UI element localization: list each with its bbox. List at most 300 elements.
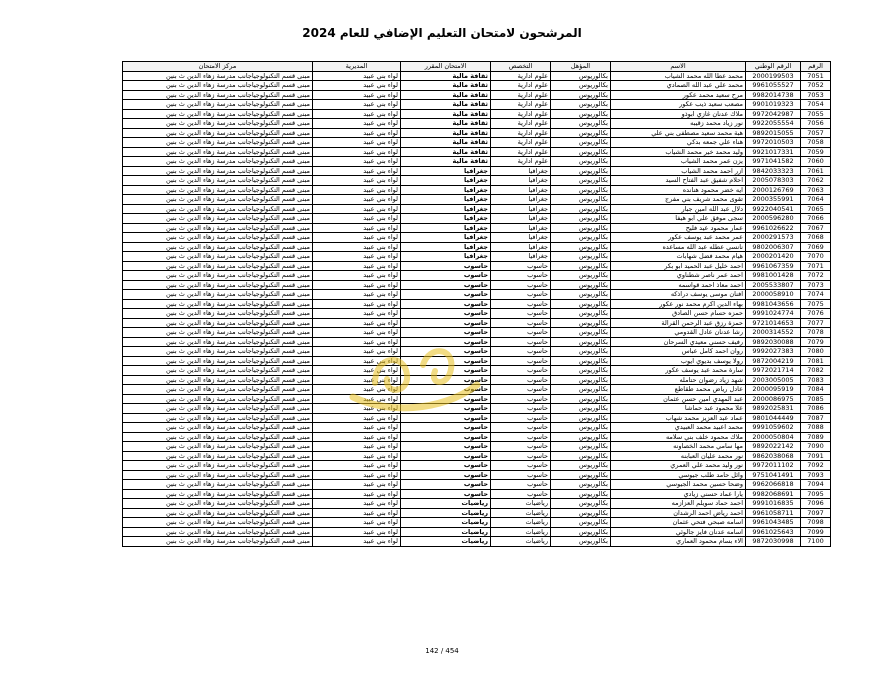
row-national-id: 9972011102 [746, 461, 801, 471]
row-exam: حاسوب [401, 318, 491, 328]
row-name: وائل حامد طلب جيوسي [611, 470, 746, 480]
row-center: مبنى قسم التكنولوجياجانب مدرسة زهاء الدين ث بنين [123, 138, 313, 148]
row-directorate: لواء بني عبيد [313, 261, 401, 271]
row-exam: حاسوب [401, 280, 491, 290]
row-name: ازر احمد محمد الشياب [611, 166, 746, 176]
row-name: احمد خليل عبد الحميد ابو بكر [611, 261, 746, 271]
table-row [123, 261, 831, 271]
row-seq: 7080 [801, 347, 831, 357]
row-directorate: لواء بني عبيد [313, 128, 401, 138]
row-exam: ثقافة مالية [401, 157, 491, 167]
table-row [123, 90, 831, 100]
row-national-id: 9981043656 [746, 299, 801, 309]
row-center: مبنى قسم التكنولوجياجانب مدرسة زهاء الدين ث بنين [123, 100, 313, 110]
row-center: مبنى قسم التكنولوجياجانب مدرسة زهاء الدين ث بنين [123, 461, 313, 471]
row-seq: 7099 [801, 527, 831, 537]
row-center: مبنى قسم التكنولوجياجانب مدرسة زهاء الدين ث بنين [123, 318, 313, 328]
row-directorate: لواء بني عبيد [313, 195, 401, 205]
row-qualification: بكالوريوس [551, 280, 611, 290]
row-specialty: حاسوب [491, 451, 551, 461]
row-exam: حاسوب [401, 299, 491, 309]
row-center: مبنى قسم التكنولوجياجانب مدرسة زهاء الدين ث بنين [123, 375, 313, 385]
row-directorate: لواء بني عبيد [313, 271, 401, 281]
row-directorate: لواء بني عبيد [313, 318, 401, 328]
row-exam: جغرافيا [401, 166, 491, 176]
row-name: ملاك محمود خلف بني سلامه [611, 432, 746, 442]
row-name: حمزه حسام حسن الصادق [611, 309, 746, 319]
row-name: حمزة رزق عبد الرحمن القرالة [611, 318, 746, 328]
row-center: مبنى قسم التكنولوجياجانب مدرسة زهاء الدين ث بنين [123, 128, 313, 138]
row-specialty: حاسوب [491, 347, 551, 357]
row-qualification: بكالوريوس [551, 204, 611, 214]
row-national-id: 9961058711 [746, 508, 801, 518]
row-seq: 7081 [801, 356, 831, 366]
row-center: مبنى قسم التكنولوجياجانب مدرسة زهاء الدين ث بنين [123, 404, 313, 414]
row-exam: حاسوب [401, 366, 491, 376]
table-row [123, 423, 831, 433]
row-qualification: بكالوريوس [551, 423, 611, 433]
row-qualification: بكالوريوس [551, 470, 611, 480]
row-qualification: بكالوريوس [551, 432, 611, 442]
row-national-id: 9921017331 [746, 147, 801, 157]
row-name: احمد عمر ناصر شطناوي [611, 271, 746, 281]
row-national-id: 9892025831 [746, 404, 801, 414]
row-directorate: لواء بني عبيد [313, 394, 401, 404]
row-directorate: لواء بني عبيد [313, 356, 401, 366]
row-name: عماد عبد العزيز محمد شهاب [611, 413, 746, 423]
table-row [123, 147, 831, 157]
row-directorate: لواء بني عبيد [313, 527, 401, 537]
row-exam: حاسوب [401, 290, 491, 300]
row-seq: 7094 [801, 480, 831, 490]
row-qualification: بكالوريوس [551, 214, 611, 224]
table-row [123, 337, 831, 347]
row-exam: رياضيات [401, 499, 491, 509]
row-seq: 7092 [801, 461, 831, 471]
row-specialty: حاسوب [491, 328, 551, 338]
table-row [123, 442, 831, 452]
row-specialty: علوم ادارية [491, 138, 551, 148]
row-exam: جغرافيا [401, 233, 491, 243]
row-exam: جغرافيا [401, 242, 491, 252]
table-row [123, 81, 831, 91]
row-directorate: لواء بني عبيد [313, 375, 401, 385]
row-seq: 7069 [801, 242, 831, 252]
table-row [123, 290, 831, 300]
table-row [123, 375, 831, 385]
row-center: مبنى قسم التكنولوجياجانب مدرسة زهاء الدين ث بنين [123, 119, 313, 129]
table-row [123, 109, 831, 119]
row-name: عمار محمود عيد فليح [611, 223, 746, 233]
row-national-id: 2005078303 [746, 176, 801, 186]
row-exam: رياضيات [401, 518, 491, 528]
row-specialty: حاسوب [491, 404, 551, 414]
row-seq: 7079 [801, 337, 831, 347]
row-specialty: جغرافيا [491, 204, 551, 214]
row-name: علا محمود عبد حماشا [611, 404, 746, 414]
row-qualification: بكالوريوس [551, 223, 611, 233]
row-national-id: 9802006307 [746, 242, 801, 252]
row-name: روان احمد كامل عباس [611, 347, 746, 357]
row-qualification: بكالوريوس [551, 451, 611, 461]
row-national-id: 9721014653 [746, 318, 801, 328]
row-national-id: 9872004219 [746, 356, 801, 366]
row-exam: ثقافة مالية [401, 147, 491, 157]
row-specialty: علوم ادارية [491, 157, 551, 167]
row-directorate: لواء بني عبيد [313, 404, 401, 414]
row-seq: 7082 [801, 366, 831, 376]
row-name: مرح سعيد محمد عكور [611, 90, 746, 100]
row-directorate: لواء بني عبيد [313, 299, 401, 309]
column-header-center: مركز الامتحان [123, 62, 313, 72]
row-name: مصعب سعيد ذيب عكور [611, 100, 746, 110]
row-qualification: بكالوريوس [551, 109, 611, 119]
row-national-id: 9961043485 [746, 518, 801, 528]
row-seq: 7070 [801, 252, 831, 262]
row-seq: 7066 [801, 214, 831, 224]
row-seq: 7087 [801, 413, 831, 423]
row-seq: 7060 [801, 157, 831, 167]
row-specialty: حاسوب [491, 290, 551, 300]
row-national-id: 9972042987 [746, 109, 801, 119]
row-center: مبنى قسم التكنولوجياجانب مدرسة زهاء الدين ث بنين [123, 527, 313, 537]
row-directorate: لواء بني عبيد [313, 109, 401, 119]
row-exam: جغرافيا [401, 252, 491, 262]
row-national-id: 9961067359 [746, 261, 801, 271]
row-name: تقوى محمد شريف بني مفرج [611, 195, 746, 205]
row-national-id: 2000201420 [746, 252, 801, 262]
row-exam: جغرافيا [401, 176, 491, 186]
table-row [123, 328, 831, 338]
row-specialty: حاسوب [491, 280, 551, 290]
row-directorate: لواء بني عبيد [313, 470, 401, 480]
row-qualification: بكالوريوس [551, 489, 611, 499]
row-specialty: حاسوب [491, 470, 551, 480]
row-specialty: حاسوب [491, 366, 551, 376]
row-center: مبنى قسم التكنولوجياجانب مدرسة زهاء الدين ث بنين [123, 157, 313, 167]
row-center: مبنى قسم التكنولوجياجانب مدرسة زهاء الدين ث بنين [123, 233, 313, 243]
row-directorate: لواء بني عبيد [313, 214, 401, 224]
row-center: مبنى قسم التكنولوجياجانب مدرسة زهاء الدين ث بنين [123, 394, 313, 404]
row-directorate: لواء بني عبيد [313, 147, 401, 157]
row-specialty: حاسوب [491, 318, 551, 328]
row-qualification: بكالوريوس [551, 176, 611, 186]
row-specialty: علوم ادارية [491, 81, 551, 91]
row-seq: 7063 [801, 185, 831, 195]
row-exam: حاسوب [401, 480, 491, 490]
row-seq: 7057 [801, 128, 831, 138]
row-exam: حاسوب [401, 375, 491, 385]
table-row [123, 252, 831, 262]
row-exam: حاسوب [401, 489, 491, 499]
row-national-id: 9982014738 [746, 90, 801, 100]
row-national-id: 9842033323 [746, 166, 801, 176]
row-qualification: بكالوريوس [551, 328, 611, 338]
row-national-id: 2000086975 [746, 394, 801, 404]
table-row [123, 119, 831, 129]
row-name: احمد معاذ احمد قواسمه [611, 280, 746, 290]
row-national-id: 9961026622 [746, 223, 801, 233]
row-name: بهاء الدين اكرم محمد نور عكور [611, 299, 746, 309]
row-center: مبنى قسم التكنولوجياجانب مدرسة زهاء الدين ث بنين [123, 299, 313, 309]
row-national-id: 9972021714 [746, 366, 801, 376]
row-name: ايه خضر محمود هنانده [611, 185, 746, 195]
row-seq: 7097 [801, 508, 831, 518]
row-qualification: بكالوريوس [551, 527, 611, 537]
row-name: رفيف حسني معيدي السرحان [611, 337, 746, 347]
row-center: مبنى قسم التكنولوجياجانب مدرسة زهاء الدين ث بنين [123, 280, 313, 290]
row-qualification: بكالوريوس [551, 413, 611, 423]
row-center: مبنى قسم التكنولوجياجانب مدرسة زهاء الدين ث بنين [123, 290, 313, 300]
row-name: احمد حماد سويلم العزازمه [611, 499, 746, 509]
row-center: مبنى قسم التكنولوجياجانب مدرسة زهاء الدين ث بنين [123, 223, 313, 233]
row-specialty: جغرافيا [491, 242, 551, 252]
row-name: نور زياد محمد زقيبه [611, 119, 746, 129]
table-body [123, 71, 831, 546]
row-seq: 7054 [801, 100, 831, 110]
row-seq: 7089 [801, 432, 831, 442]
table-row [123, 185, 831, 195]
row-name: محمد علي عبد الله الصمادي [611, 81, 746, 91]
row-center: مبنى قسم التكنولوجياجانب مدرسة زهاء الدين ث بنين [123, 71, 313, 81]
column-header-seq: الرقم [801, 62, 831, 72]
page-number: 142 / 454 [425, 647, 459, 655]
row-directorate: لواء بني عبيد [313, 90, 401, 100]
row-national-id: 9991024774 [746, 309, 801, 319]
row-exam: ثقافة مالية [401, 90, 491, 100]
row-seq: 7086 [801, 404, 831, 414]
row-seq: 7053 [801, 90, 831, 100]
row-qualification: بكالوريوس [551, 337, 611, 347]
table-row [123, 461, 831, 471]
row-center: مبنى قسم التكنولوجياجانب مدرسة زهاء الدين ث بنين [123, 432, 313, 442]
row-specialty: علوم ادارية [491, 100, 551, 110]
row-national-id: 9901019323 [746, 100, 801, 110]
row-center: مبنى قسم التكنولوجياجانب مدرسة زهاء الدين ث بنين [123, 309, 313, 319]
row-seq: 7075 [801, 299, 831, 309]
row-qualification: بكالوريوس [551, 157, 611, 167]
row-center: مبنى قسم التكنولوجياجانب مدرسة زهاء الدين ث بنين [123, 109, 313, 119]
row-exam: حاسوب [401, 385, 491, 395]
table-row [123, 71, 831, 81]
row-center: مبنى قسم التكنولوجياجانب مدرسة زهاء الدين ث بنين [123, 328, 313, 338]
row-exam: حاسوب [401, 404, 491, 414]
row-exam: ثقافة مالية [401, 128, 491, 138]
row-national-id: 2000291573 [746, 233, 801, 243]
row-seq: 7098 [801, 518, 831, 528]
row-directorate: لواء بني عبيد [313, 442, 401, 452]
row-national-id: 9962066818 [746, 480, 801, 490]
column-header-name: الاسم [611, 62, 746, 72]
row-qualification: بكالوريوس [551, 537, 611, 547]
row-name: الاء بسام محمود العماري [611, 537, 746, 547]
row-specialty: علوم ادارية [491, 71, 551, 81]
row-qualification: بكالوريوس [551, 356, 611, 366]
row-seq: 7071 [801, 261, 831, 271]
row-center: مبنى قسم التكنولوجياجانب مدرسة زهاء الدين ث بنين [123, 451, 313, 461]
row-center: مبنى قسم التكنولوجياجانب مدرسة زهاء الدين ث بنين [123, 204, 313, 214]
row-specialty: حاسوب [491, 489, 551, 499]
row-directorate: لواء بني عبيد [313, 204, 401, 214]
row-specialty: جغرافيا [491, 214, 551, 224]
row-directorate: لواء بني عبيد [313, 461, 401, 471]
row-national-id: 9992027383 [746, 347, 801, 357]
row-directorate: لواء بني عبيد [313, 233, 401, 243]
row-specialty: حاسوب [491, 299, 551, 309]
row-directorate: لواء بني عبيد [313, 508, 401, 518]
row-seq: 7093 [801, 470, 831, 480]
row-center: مبنى قسم التكنولوجياجانب مدرسة زهاء الدين ث بنين [123, 271, 313, 281]
row-center: مبنى قسم التكنولوجياجانب مدرسة زهاء الدين ث بنين [123, 480, 313, 490]
row-seq: 7052 [801, 81, 831, 91]
row-national-id: 2003005005 [746, 375, 801, 385]
row-qualification: بكالوريوس [551, 461, 611, 471]
row-seq: 7091 [801, 451, 831, 461]
table-row [123, 299, 831, 309]
row-name: وضحا حسين محمد الجيوسي [611, 480, 746, 490]
table-row [123, 385, 831, 395]
row-qualification: بكالوريوس [551, 233, 611, 243]
row-exam: حاسوب [401, 423, 491, 433]
table-row [123, 157, 831, 167]
row-center: مبنى قسم التكنولوجياجانب مدرسة زهاء الدين ث بنين [123, 214, 313, 224]
row-exam: حاسوب [401, 442, 491, 452]
row-directorate: لواء بني عبيد [313, 223, 401, 233]
row-seq: 7084 [801, 385, 831, 395]
row-qualification: بكالوريوس [551, 90, 611, 100]
row-national-id: 9961025643 [746, 527, 801, 537]
table-row [123, 233, 831, 243]
row-specialty: حاسوب [491, 423, 551, 433]
table-row [123, 356, 831, 366]
table-row [123, 100, 831, 110]
row-seq: 7073 [801, 280, 831, 290]
row-directorate: لواء بني عبيد [313, 499, 401, 509]
row-national-id: 2000314552 [746, 328, 801, 338]
row-exam: حاسوب [401, 470, 491, 480]
row-specialty: حاسوب [491, 337, 551, 347]
row-name: هناء علي جمعه بدكي [611, 138, 746, 148]
row-exam: حاسوب [401, 328, 491, 338]
row-exam: حاسوب [401, 271, 491, 281]
column-header-national-id: الرقم الوطني [746, 62, 801, 72]
row-national-id: 2000126769 [746, 185, 801, 195]
row-qualification: بكالوريوس [551, 81, 611, 91]
row-specialty: رياضيات [491, 508, 551, 518]
row-exam: رياضيات [401, 537, 491, 547]
row-exam: حاسوب [401, 309, 491, 319]
row-name: محمد عطا الله محمد الشياب [611, 71, 746, 81]
row-specialty: جغرافيا [491, 223, 551, 233]
column-header-exam: الامتحان المقرر [401, 62, 491, 72]
row-exam: جغرافيا [401, 195, 491, 205]
row-directorate: لواء بني عبيد [313, 337, 401, 347]
row-specialty: جغرافيا [491, 185, 551, 195]
row-national-id: 2000355991 [746, 195, 801, 205]
row-name: افنان موسى يوسف دراذكه [611, 290, 746, 300]
row-seq: 7065 [801, 204, 831, 214]
row-exam: حاسوب [401, 337, 491, 347]
row-name: اسامه عدنان فايز جالوئي [611, 527, 746, 537]
row-specialty: علوم ادارية [491, 90, 551, 100]
row-directorate: لواء بني عبيد [313, 413, 401, 423]
row-national-id: 2000199503 [746, 71, 801, 81]
row-exam: ثقافة مالية [401, 81, 491, 91]
table-row [123, 280, 831, 290]
row-national-id: 9961055527 [746, 81, 801, 91]
table-row [123, 214, 831, 224]
row-center: مبنى قسم التكنولوجياجانب مدرسة زهاء الدين ث بنين [123, 366, 313, 376]
row-national-id: 9971041582 [746, 157, 801, 167]
row-name: شهد زياد رضوان حتامله [611, 375, 746, 385]
row-specialty: حاسوب [491, 356, 551, 366]
table-row [123, 432, 831, 442]
row-seq: 7090 [801, 442, 831, 452]
row-center: مبنى قسم التكنولوجياجانب مدرسة زهاء الدين ث بنين [123, 518, 313, 528]
row-exam: حاسوب [401, 432, 491, 442]
table-row [123, 223, 831, 233]
row-specialty: حاسوب [491, 271, 551, 281]
row-specialty: علوم ادارية [491, 119, 551, 129]
page-title: المرشحون لامتحان التعليم الإضافي للعام 2024 [302, 26, 582, 40]
row-directorate: لواء بني عبيد [313, 309, 401, 319]
row-seq: 7068 [801, 233, 831, 243]
row-directorate: لواء بني عبيد [313, 119, 401, 129]
row-qualification: بكالوريوس [551, 252, 611, 262]
row-name: وليد محمد خير محمد الشياب [611, 147, 746, 157]
row-national-id: 2000050804 [746, 432, 801, 442]
row-name: يزن عمر محمد الشياب [611, 157, 746, 167]
row-name: نانسي عطله عبد الله مساعده [611, 242, 746, 252]
row-qualification: بكالوريوس [551, 347, 611, 357]
row-national-id: 9892030088 [746, 337, 801, 347]
row-qualification: بكالوريوس [551, 166, 611, 176]
row-center: مبنى قسم التكنولوجياجانب مدرسة زهاء الدين ث بنين [123, 442, 313, 452]
row-qualification: بكالوريوس [551, 290, 611, 300]
table-row [123, 508, 831, 518]
table-row [123, 271, 831, 281]
table-row [123, 404, 831, 414]
row-seq: 7088 [801, 423, 831, 433]
row-qualification: بكالوريوس [551, 100, 611, 110]
row-name: هيام محمد فضل شهابات [611, 252, 746, 262]
row-qualification: بكالوريوس [551, 271, 611, 281]
row-seq: 7055 [801, 109, 831, 119]
row-directorate: لواء بني عبيد [313, 252, 401, 262]
row-directorate: لواء بني عبيد [313, 242, 401, 252]
row-name: نور محمد عليان العبابنه [611, 451, 746, 461]
row-exam: حاسوب [401, 394, 491, 404]
table-row [123, 128, 831, 138]
row-qualification: بكالوريوس [551, 442, 611, 452]
column-header-qualification: المؤهل [551, 62, 611, 72]
row-qualification: بكالوريوس [551, 375, 611, 385]
row-specialty: حاسوب [491, 261, 551, 271]
row-center: مبنى قسم التكنولوجياجانب مدرسة زهاء الدين ث بنين [123, 185, 313, 195]
row-national-id: 9972010503 [746, 138, 801, 148]
row-directorate: لواء بني عبيد [313, 185, 401, 195]
table-row [123, 366, 831, 376]
row-seq: 7095 [801, 489, 831, 499]
row-center: مبنى قسم التكنولوجياجانب مدرسة زهاء الدين ث بنين [123, 499, 313, 509]
row-national-id: 9981001428 [746, 271, 801, 281]
row-center: مبنى قسم التكنولوجياجانب مدرسة زهاء الدين ث بنين [123, 356, 313, 366]
row-name: عادل رياض محمد طقاطع [611, 385, 746, 395]
row-directorate: لواء بني عبيد [313, 537, 401, 547]
row-center: مبنى قسم التكنولوجياجانب مدرسة زهاء الدين ث بنين [123, 242, 313, 252]
row-national-id: 9801044449 [746, 413, 801, 423]
row-directorate: لواء بني عبيد [313, 157, 401, 167]
